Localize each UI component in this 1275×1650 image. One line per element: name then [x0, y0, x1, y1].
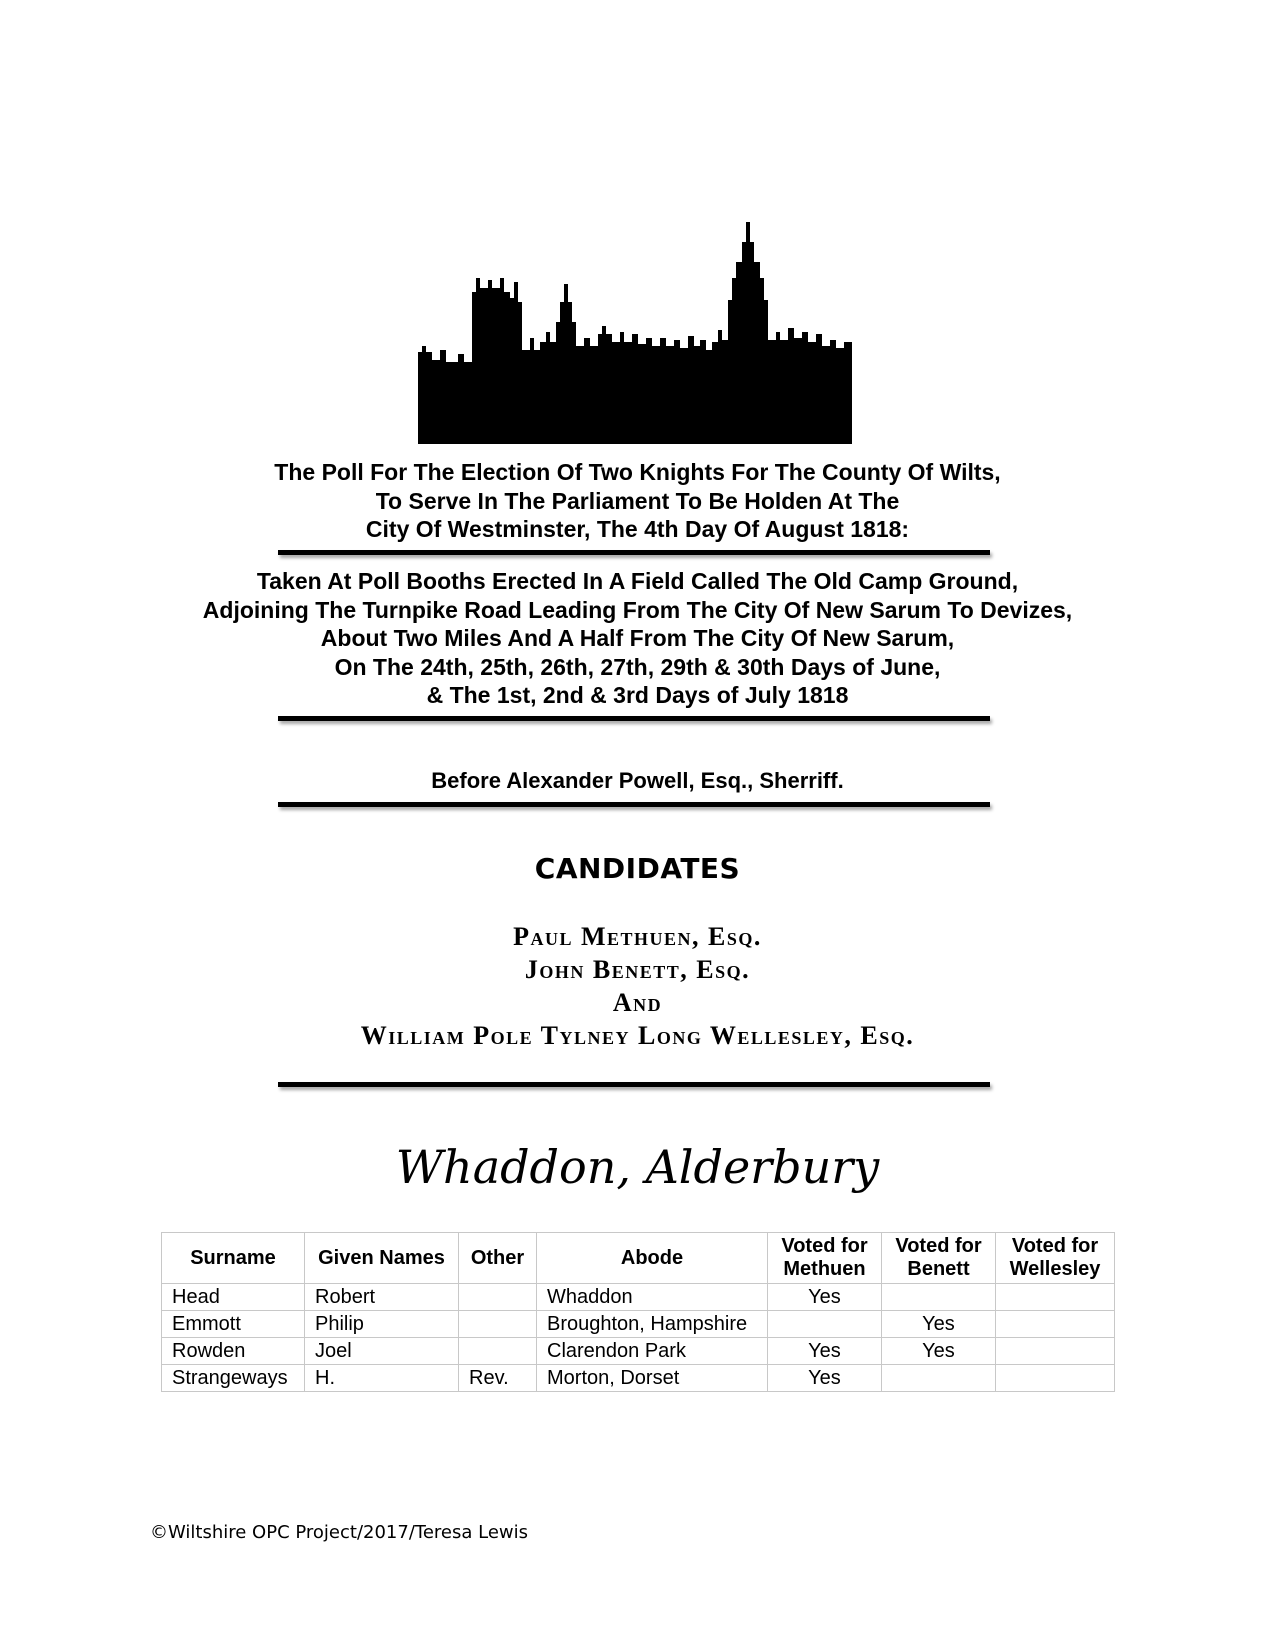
column-header-wellesley: Voted for Wellesley — [996, 1233, 1115, 1284]
cell-benett: Yes — [882, 1311, 996, 1338]
cell-methuen: Yes — [768, 1365, 882, 1392]
candidate-conjunction: And — [612, 988, 663, 1017]
cell-surname: Rowden — [162, 1338, 305, 1365]
table-row — [162, 1311, 1115, 1338]
cell-surname: Emmott — [162, 1311, 305, 1338]
divider-rule — [278, 716, 990, 721]
location-line: & The 1st, 2nd & 3rd Days of July 1818 — [426, 682, 849, 708]
cell-methuen — [768, 1311, 882, 1338]
election-heading — [0, 458, 1275, 544]
column-header-surname: Surname — [162, 1233, 305, 1284]
location-line: About Two Miles And A Half From The City Of New Sarum, — [320, 625, 955, 651]
cell-other — [459, 1284, 537, 1311]
column-header-other: Other — [459, 1233, 537, 1284]
table-row — [162, 1284, 1115, 1311]
poll-location-text — [0, 567, 1275, 710]
cell-given-names: H. — [305, 1365, 459, 1392]
cell-other — [459, 1338, 537, 1365]
voters-table — [161, 1232, 1115, 1392]
divider-rule — [278, 802, 990, 807]
parliament-skyline-image — [418, 222, 852, 444]
table-row — [162, 1338, 1115, 1365]
column-header-given-names: Given Names — [305, 1233, 459, 1284]
sheriff-line: Before Alexander Powell, Esq., Sherriff. — [431, 768, 844, 793]
cell-surname: Strangeways — [162, 1365, 305, 1392]
location-line: On The 24th, 25th, 26th, 27th, 29th & 30th Days of June, — [334, 653, 941, 680]
place-title: Whaddon, Alderbury — [395, 1140, 880, 1194]
cell-abode: Whaddon — [537, 1284, 768, 1311]
cell-benett: Yes — [882, 1338, 996, 1365]
cell-given-names: Joel — [305, 1338, 459, 1365]
cell-wellesley — [996, 1311, 1115, 1338]
table-header-row — [162, 1233, 1115, 1284]
column-header-benett: Voted for Benett — [882, 1233, 996, 1284]
location-line: Taken At Poll Booths Erected In A Field Called The Old Camp Ground, — [256, 568, 1019, 594]
cell-abode: Clarendon Park — [537, 1338, 768, 1365]
cell-methuen: Yes — [768, 1338, 882, 1365]
cell-surname: Head — [162, 1284, 305, 1311]
cell-other — [459, 1311, 537, 1338]
candidate-name: Paul Methuen, Esq. — [513, 922, 762, 951]
cell-other: Rev. — [459, 1365, 537, 1392]
heading-line: City Of Westminster, The 4th Day Of August 1818: — [365, 516, 910, 542]
cell-wellesley — [996, 1284, 1115, 1311]
cell-abode: Morton, Dorset — [537, 1365, 768, 1392]
table-row — [162, 1365, 1115, 1392]
cell-benett — [882, 1284, 996, 1311]
heading-line: The Poll For The Election Of Two Knights For The County Of Wilts, — [274, 459, 1001, 485]
cell-given-names: Philip — [305, 1311, 459, 1338]
cell-abode: Broughton, Hampshire — [537, 1311, 768, 1338]
divider-rule — [278, 550, 990, 555]
heading-line: To Serve In The Parliament To Be Holden At The — [375, 487, 900, 514]
column-header-methuen: Voted for Methuen — [768, 1233, 882, 1284]
candidate-name: William Pole Tylney Long Wellesley, Esq. — [360, 1021, 915, 1050]
column-header-abode: Abode — [537, 1233, 768, 1284]
copyright-footer: ©Wiltshire OPC Project/2017/Teresa Lewis — [150, 1522, 528, 1543]
cell-given-names: Robert — [305, 1284, 459, 1311]
divider-rule — [278, 1082, 990, 1087]
location-line: Adjoining The Turnpike Road Leading From The City Of New Sarum To Devizes, — [202, 596, 1073, 623]
cell-methuen: Yes — [768, 1284, 882, 1311]
candidate-name: John Benett, Esq. — [524, 955, 751, 984]
cell-benett — [882, 1365, 996, 1392]
candidates-list — [0, 920, 1275, 1052]
candidates-heading: CANDIDATES — [534, 852, 741, 885]
cell-wellesley — [996, 1365, 1115, 1392]
cell-wellesley — [996, 1338, 1115, 1365]
